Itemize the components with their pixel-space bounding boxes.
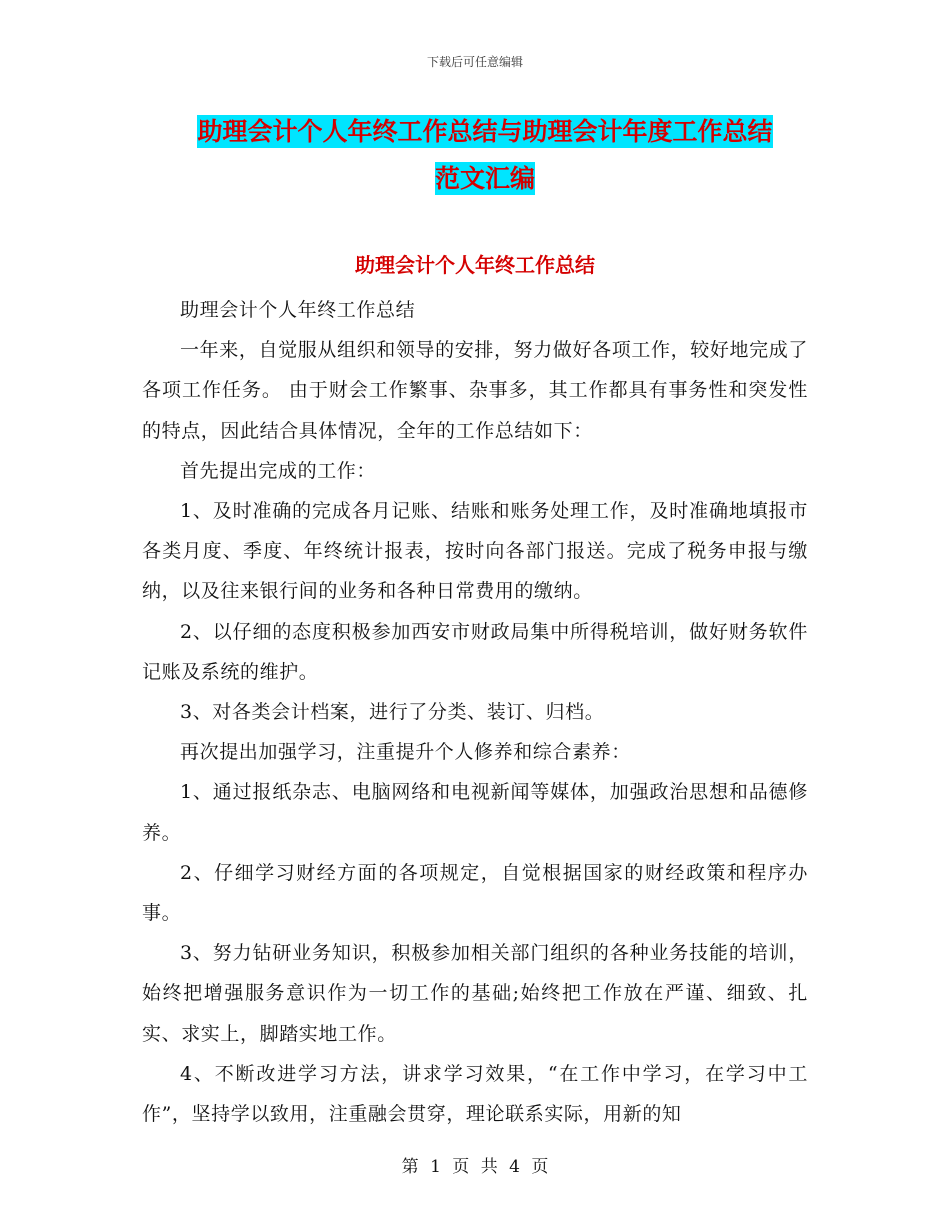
title-line-2: 范文汇编 [434,164,535,193]
paragraph: 助理会计个人年终工作总结 [180,299,416,321]
paragraph: 再次提出加强学习，注重提升个人修养和综合素养： [180,741,631,764]
paragraph: 一年来，自觉服从组织和领导的安排，努力做好各项工作，较好地完成了各项工作任务。 由于财会工作繁事、杂事多，其工作都具有事务性和突发性的特点，因此结合具体情况，全年的工作总结如下： [142,339,808,442]
paragraph: 4、不断改进学习方法，讲求学习效果，“在工作中学习，在学习中工作”，坚持学以致用，注重融会贯穿，理论联系实际，用新的知 [142,1062,808,1126]
paragraph: 1、通过报纸杂志、电脑网络和电视新闻等媒体，加强政治思想和品德修养。 [142,781,808,844]
paragraph: 1、及时准确的完成各月记账、结账和账务处理工作，及时准确地填报市各类月度、季度、年终统计报表，按时向各部门报送。完成了税务申报与缴纳，以及往来银行间的业务和各种日常费用的缴纳。 [142,500,808,603]
document-title [140,108,830,202]
body-text [142,290,808,1134]
paragraph: 3、对各类会计档案，进行了分类、装订、归档。 [180,701,605,724]
header-note: 下载后可任意编辑 [426,55,523,69]
page-footer: 第 1 页 共 4 页 [401,1157,549,1177]
paragraph: 2、仔细学习财经方面的各项规定，自觉根据国家的财经政策和程序办事。 [142,861,808,925]
paragraph: 2、以仔细的态度积极参加西安市财政局集中所得税培训，做好财务软件记账及系统的维护。 [142,620,808,683]
section-title: 助理会计个人年终工作总结 [355,253,595,277]
paragraph: 3、努力钻研业务知识，积极参加相关部门组织的各种业务技能的培训，始终把增强服务意识作为一切工作的基础;始终把工作放在严谨、细致、扎实、求实上，脚踏实地工作。 [142,942,808,1045]
paragraph: 首先提出完成的工作： [180,459,377,482]
title-line-1: 助理会计个人年终工作总结与助理会计年度工作总结 [197,117,773,146]
